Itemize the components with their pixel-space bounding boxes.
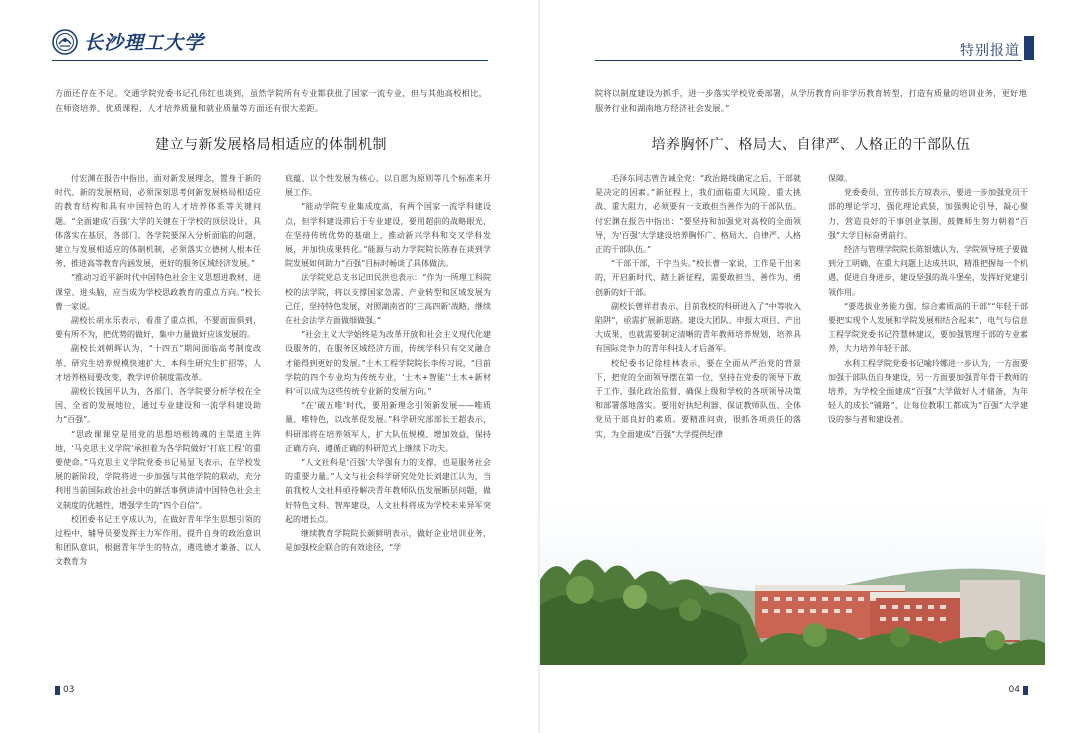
text-column-1 (595, 172, 801, 442)
paragraph: “社会主义大学始终是为改革开放和社会主义现代化建设服务的，在服务区域经济方面，传统学科只有交叉融合才能得到更好的发展。”土木工程学院院长李传习说，“目前学院的四个专业均为传统专业，‘土木+智能’‘土木+新材料’可以成为这些传统专业新的发展方向。” (285, 330, 491, 397)
campus-photo-image (540, 485, 1045, 665)
header-rule (52, 60, 488, 61)
paragraph: 底蕴、以个性发展为核心、以自愿为原则等几个标准来开展工作。 (285, 174, 491, 198)
paragraph: “要选拔业务能力强、综合素质高的干部”“年轻干部要把实现个人发展和学院发展相结合起来”，电气与信息工程学院党委书记符慧林建议，要加强管理干部的专业素养，大力培养年轻干部。 (828, 301, 1028, 354)
paragraph: “人文社科是‘百强’大学强有力的支撑，也是服务社会的重要力量。”人文与社会科学研究处处长刘建江认为，当前我校人文社科亟待解决青年教师队伍发展断层问题，做好特色文科、智库建设，人文社科将成为学校未来异军突起的增长点。 (285, 458, 491, 524)
page-number-text: 04 (1008, 685, 1020, 695)
section-tag-marker (1024, 36, 1034, 60)
university-seal-icon (52, 29, 78, 55)
intro-paragraph: 方面还存在不足。交通学院党委书记孔伟红也谈到，虽然学院所有专业都获批了国家一流专业，但与其他高校相比，在师资培养、优质课程、人才培养质量和就业质量等方面还有很大差距。 (55, 88, 487, 113)
paragraph: 党委委员、宣传部长方琼表示，要进一步加强党员干部的理论学习，强化理论武装，加强舆论引导，凝心聚力，营造良好的干事创业氛围，鼓舞师生努力朝着“百强”大学目标奋勇前行。 (828, 188, 1028, 240)
paragraph: 水利工程学院党委书记喻玲娜进一步认为，一方面要加强干部队伍自身建设，另一方面要加强青年骨干教师的培养，为学校全面建成“百强”大学做好人才储备，为年轻人的成长“铺路”，让每位教职工都成为“百强”大学建设的参与者和建设者。 (828, 358, 1028, 425)
university-logo (52, 28, 204, 55)
page-number (55, 685, 74, 695)
paragraph: 继续教育学院院长颜鲜明表示，做好企业培训业务，是加强校企联合的有效途径，“学 (285, 529, 491, 553)
paragraph: 付宏渊在报告中指出，面对新发展理念，置身于新的时代、新的发展格局，必须深刻思考何新发展格局相适应的教育结构和具有中国特色的人才培养体系等关键问题。“全面建成‘百强’大学的关键在于学校的顶层设计，具体落实在基层，各部门、各学院要深入分析面临的问题，建立与发展相适应的体制机制，必须落实立德树人根本任务，推进高等教育内涵发展，更好的服务区域经济发展。” (55, 174, 261, 269)
paragraph: “干部干部，干字当头。”校长曹一家说，工作是干出来的，开启新时代、踏上新征程，需要敢担当、善作为、勇创新的好干部。 (595, 259, 801, 297)
page-number-marker (1023, 686, 1028, 695)
section-heading: 培养胸怀广、格局大、自律严、人格正的干部队伍 (651, 137, 971, 153)
campus-photo (540, 485, 1045, 665)
text-column-1 (55, 172, 261, 570)
text-column-2 (285, 172, 491, 555)
header-rule (595, 60, 1022, 61)
right-page (540, 0, 1080, 733)
intro-paragraph: 院将以制度建设为抓手，进一步落实学校党委部署，从学历教育向非学历教育转型，打造有质量的培训业务，更好地服务行业和湖南地方经济社会发展。” (595, 88, 1027, 113)
paragraph: 副校长胡永乐表示，看准了重点抓，不要面面俱到，要有所不为，把优势的做好，集中力量做好应该发展的。 (55, 316, 261, 340)
page-number-marker (55, 686, 60, 695)
page-number (1009, 685, 1028, 695)
paragraph: “能动学院专业集成度高，有两个国家一流学科建设点，但学科建设滞后于专业建设，要用超前的战略眼光，在坚持传统优势的基础上，推动新兴学科和交叉学科发展，并加快成果转化。”能源与动力学院院长陈春在谈到学院发展如何助力“百强”目标时畅谈了具体做法。 (285, 202, 491, 269)
paragraph: 经济与管理学院院长陈银娥认为，学院领导班子要做到分工明确，在重大问题上达成共识，精准把握每一个机遇，促进自身进步，建设坚强的战斗堡垒，发挥好党建引领作用。 (828, 245, 1028, 297)
section-tag: 特别报道 (960, 43, 1020, 59)
paragraph: 毛泽东同志曾告诫全党：“政治路线确定之后，干部就是决定的因素。”新征程上，我们面临重大风险、重大挑战、重大阻力，必须要有一支敢担当善作为的干部队伍。付宏渊在报告中指出：“要坚持和加强党对高校的全面领导，为‘百强’大学建设培养胸怀广、格局大、自律严、人格正的干部队伍。” (595, 174, 801, 255)
section-heading: 建立与新发展格局相适应的体制机制 (155, 137, 387, 153)
university-name: 长沙理工大学 (84, 32, 205, 54)
paragraph: “在‘破五唯’时代，要用新理念引领新发展——唯质量、唯特色，以改革促发展。”科学研究部部长王超表示，科研部将在培养领军人，扩大队伍规模、增加效益，保持正确方向、遵循正确的科研范式上继续下功夫。 (285, 401, 491, 453)
paragraph: 副校长钱国平认为，各部门、各学院要分析学校在全国、全省的发展地位，通过专业建设和一流学科建设助力“百强”。 (55, 387, 261, 425)
paragraph: 法学院党总支书记田民洪也表示：“作为一所理工科院校的法学院，将以支撑国家急需、产业转型和区域发展为己任，坚持特色发展，对照湖南省的‘三高四新’战略，继续在社会法学方面做细做强。” (285, 273, 491, 326)
paragraph: 保障。 (828, 174, 852, 183)
paragraph: “推动习近平新时代中国特色社会主义思想进教材、进课堂、进头脑，应当成为学校思政教育的重点方向。”校长曹一家说。 (55, 273, 261, 311)
paragraph: 副校长曾祥君表示，目前我校的科研进入了“中等收入陷阱”，亟需扩展新思路。建设大团队、申报大项目、产出大成果，也就需要制定清晰的青年教师培养规划，培养具有国际竞争力的青年科技人才后备军。 (595, 301, 801, 354)
paragraph: 副校长刘朝晖认为，“十四五”期间面临高考制度改革、研究生培养规模快速扩大、本科生研究生扩招等，人才培养格局要改变，教学评价制度需改革。 (55, 344, 261, 382)
paragraph: “思政课课堂是用党的思想培根铸魂的主渠道主阵地，‘马克思主义学院’承担着为各学院做好‘打底工程’的重要使命。”马克思主义学院党委书记易显飞表示，在学校发展的新阶段，学院将进一步加强与其他学院的联动，充分利用当前国际政治社会中的鲜活事例讲清中国特色社会主义制度的优越性，增强学生的“四个自信”。 (55, 429, 261, 510)
text-column-2 (828, 172, 1028, 428)
page-number-text: 03 (63, 685, 75, 695)
paragraph: 校纪委书记徐桂林表示，要在全面从严治党的背景下，把党的全面领导摆在第一位，坚持在党委的领导下敢于工作，强化政治监督、确保上级和学校的各项领导决策和部署落地落实。要用好执纪利器、保证教师队伍、全体党员干部良好的素质。要精准问责，很抓各项责任的落实，为全面建成“百强”大学提供纪律 (595, 358, 801, 439)
paragraph: 校团委书记王亨成认为，在做好青年学生思想引领的过程中，辅导员要发挥主力军作用，提升自身的政治意识和团队意识，根据青年学生的特点，遴选德才兼备、以人文教育为 (55, 514, 261, 567)
